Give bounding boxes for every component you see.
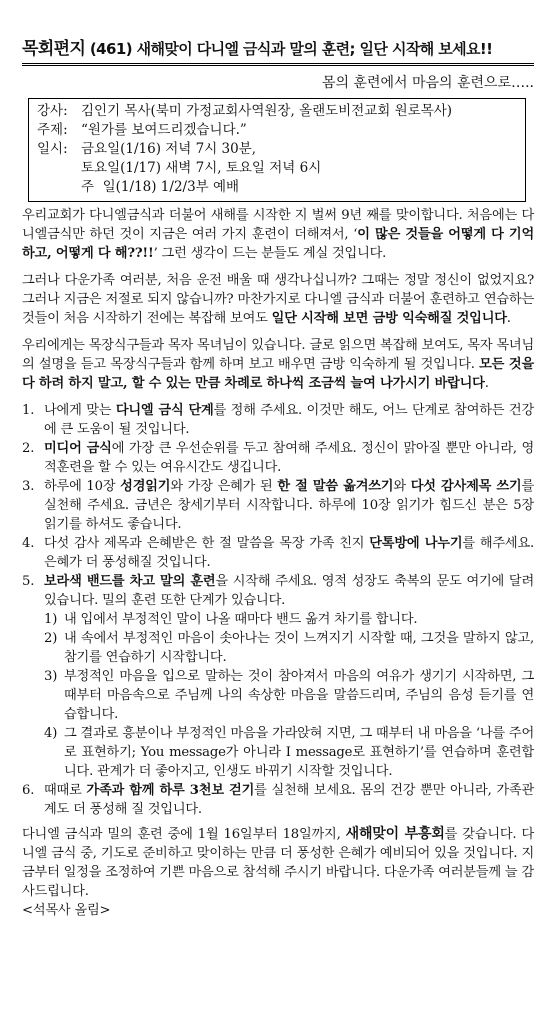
practice-list [22,401,534,819]
list-emphasis: 다섯 감사제목 쓰기 [410,479,522,494]
paragraph-text: ’ 그런 생각이 드는 분들도 계실 것입니다. [153,246,387,261]
list-number: 5. [22,574,35,589]
list-text-part: 를 실천해 보세요. 몸의 건강 뿐만 아니라, 가족관계도 더 풍성해 질 것입니다. [44,783,534,817]
list-text [44,781,534,819]
sub-list-number: 4) [44,726,58,741]
letter-body [22,206,534,920]
sub-list-item [22,629,534,667]
paragraph-2 [22,271,534,328]
sub-list-text: 그 결과로 흥분이나 부정적인 마음을 가라앉혀 지면, 그 때부터 내 마음을 ‘나를 주어로 표현하기; You message가 아니라 I message로 표현하기’를 연습하며 훈련합니다. 관계가 더 좋아지고, 인생도 바뀌기 시작할 것입니다. [64,726,534,779]
schedule-line: 토요일(1/17) 새벽 7시, 토요일 저녁 6시 [81,160,322,176]
sub-list-text: 부정적인 마음을 입으로 말하는 것이 참아져서 마음의 여유가 생기기 시작하면, 그때부터 마음속으로 주님께 나의 속상한 마음을 말씀드리며, 주님의 음성 듣기를 연습합니다. [64,669,534,722]
list-text-part: 하루에 10장 [44,479,121,494]
list-number: 3. [22,479,35,494]
paragraph-emphasis: 이 많은 것들을 어떻게 다 기억하고, 어떻게 다 해??!! [22,227,534,261]
signature: <석목사 올림> [22,903,111,918]
paragraph-text: . [506,311,511,326]
list-number: 6. [22,783,35,798]
speaker-label: 강사: [37,103,68,119]
sub-list-number: 2) [44,631,58,646]
schedule-line: 금요일(1/16) 저녁 7시 30분, [81,141,257,157]
list-text-part: 에 가장 큰 우선순위를 두고 참여해 주세요. 정신이 맑아질 뿐만 아니라, 영적훈련을 할 수 있는 여유시간도 생깁니다. [44,441,534,475]
letter-subtitle: 몸의 훈련에서 마음의 훈련으로….. [321,75,534,91]
list-text-part: 와 가장 은혜가 된 [170,479,278,494]
list-item [22,572,534,610]
paragraph-text: 우리교회가 다니엘금식과 더불어 새해를 시작한 지 벌써 9년 째를 맞이합니다. 처음에는 다니엘금식만 하던 것이 지금은 여러 가지 훈련이 더해져서, ‘ [22,208,534,242]
theme-value: “원가를 보여드리겠습니다.” [81,122,247,138]
paragraph-3 [22,336,534,393]
sub-list-item [22,667,534,724]
list-item [22,401,534,439]
paragraph-text: 우리에게는 목장식구들과 목자 목녀님이 있습니다. 글로 읽으면 복잡해 보여도, 목자 목녀님의 설명을 듣고 목장식구들과 함께 하며 보고 배우면 금방 익숙하게 될 것입니다. [22,338,534,372]
list-number: 4. [22,536,35,551]
schedule-line: 주 일(1/18) 1/2/3부 예배 [81,179,240,195]
list-item [22,781,534,819]
event-info-box [28,98,526,202]
list-text [44,534,534,572]
list-text-part: 와 [393,479,411,494]
paragraph-1 [22,206,534,263]
list-text-part: 를 정해 주세요. 이것만 해도, 어느 단계로 참여하든 건강에 큰 도움이 될 것입니다. [44,403,534,437]
list-text-part: 다섯 감사 제목과 은혜받은 한 절 말씀을 목장 가족 친지 [44,536,370,551]
paragraph-emphasis: 모든 것을 다 하려 하지 말고, 할 수 있는 만큼 차례로 하나씩 조금씩 늘여 나가시기 바랍니다 [22,357,534,391]
list-emphasis: 미디어 금식 [44,441,112,456]
list-emphasis: 한 절 말씀 옮겨쓰기 [277,479,394,494]
paragraph-emphasis: 새해맞이 부흥회 [345,826,445,842]
theme-label: 주제: [37,122,68,138]
list-text [44,572,534,610]
paragraph-text: 다니엘 금식과 밀의 훈련 중에 1월 16일부터 18일까지, [22,827,346,842]
sub-list-text: 내 입에서 부정적인 말이 나올 때마다 밴드 옮겨 차기를 합니다. [64,612,418,627]
list-item [22,534,534,572]
closing-paragraph [22,825,534,920]
schedule-row [37,140,517,159]
sub-list-number: 3) [44,669,58,684]
list-emphasis: 단톡방에 나누기 [369,536,463,551]
list-text-part: 때때로 [44,783,87,798]
list-emphasis: 다니엘 금식 단계 [115,403,214,418]
sub-list-item [22,724,534,781]
list-emphasis: 보라색 밴드를 차고 말의 훈련 [44,574,216,589]
list-text-part: 을 시작해 주세요. 영적 성장도 축복의 문도 여기에 달려 있습니다. 밀의 훈련 또한 단계가 있습니다. [44,574,534,608]
paragraph-text: 그러나 다운가족 여러분, 처음 운전 배울 때 생각나십니까? 그때는 정말 정신이 없었지요? 그러나 지금은 저절로 되지 않습니까? 마찬가지로 다니엘 금식과 더불어 훈련하고 연습하는 것들이 처음 시작하기 전에는 복잡해 보여도 [22,273,534,326]
speaker-row [37,102,517,121]
list-item [22,477,534,534]
speaker-value: 김인기 목사(북미 가정교회사역원장, 올랜도비전교회 원로목사) [81,103,453,119]
sub-list-number: 1) [44,612,58,627]
paragraph-emphasis: 일단 시작해 보면 금방 익숙해질 것입니다 [271,311,507,326]
letter-title [22,34,534,66]
paragraph-text: . [484,376,489,391]
schedule-label: 일시: [37,141,68,157]
list-text [44,477,534,534]
list-emphasis: 가족과 함께 하루 3천보 걷기 [86,783,255,798]
title-main: (461) 새해맞이 다니엘 금식과 말의 훈련; 일단 시작해 보세요!! [89,40,493,58]
theme-row [37,121,517,140]
list-text-part: 를 실천해 주세요. 금년은 창세기부터 시작합니다. 하루에 10장 읽기가 힘드신 분은 5장 읽기를 하셔도 좋습니다. [44,479,534,532]
list-text-part: 나에게 맞는 [44,403,116,418]
letter-page [22,34,534,928]
paragraph-text: 를 갖습니다. 다니엘 금식 중, 기도로 준비하고 맞이하는 만큼 더 풍성한 은혜가 예비되어 있을 것입니다. 지금부터 일정을 조정하여 기쁜 마음으로 참석해 주시기 바랍니다. 다운가족 여러분들께 늘 감사드립니다. [22,827,534,899]
list-number: 2. [22,441,35,456]
list-number: 1. [22,403,35,418]
list-text [44,401,534,439]
list-text [44,439,534,477]
list-text-part: 를 해주세요. 은혜가 더 풍성해질 것입니다. [44,536,535,570]
list-emphasis: 성경읽기 [120,479,171,494]
title-prefix: 목회편지 [22,39,86,59]
sub-list-item [22,610,534,629]
list-item [22,439,534,477]
sub-list-text: 내 속에서 부정적인 마음이 솟아나는 것이 느껴지기 시작할 때, 그것을 말하지 않고, 참기를 연습하기 시작합니다. [64,631,534,665]
